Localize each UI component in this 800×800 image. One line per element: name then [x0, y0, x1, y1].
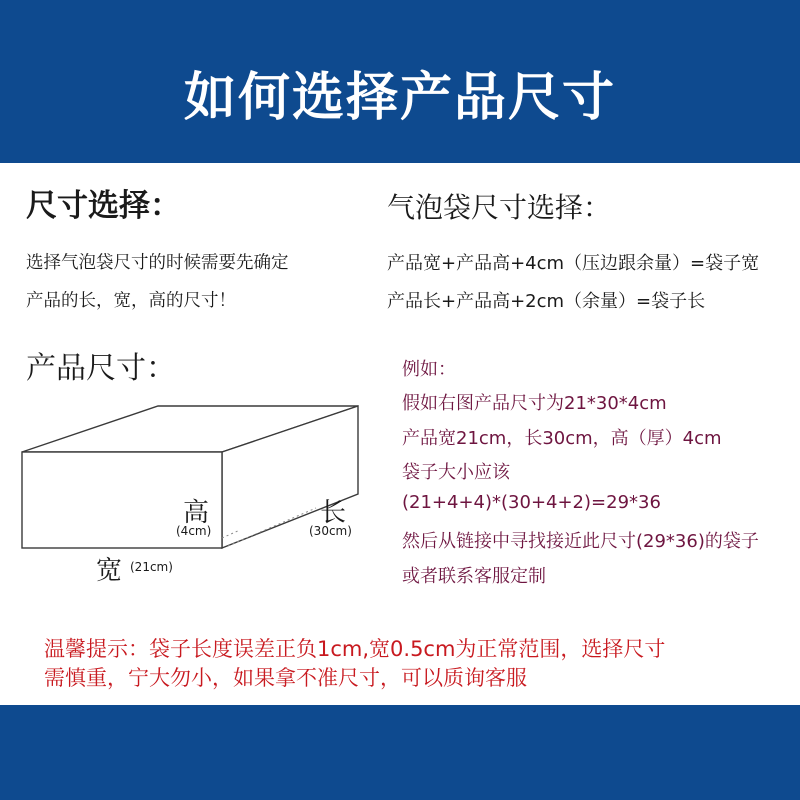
formula-width: 产品宽+产品高+4cm（压边跟余量）=袋子宽: [387, 253, 760, 274]
height-label: 高: [183, 498, 210, 528]
example-line-1: 例如：: [402, 359, 456, 380]
footer-band: [0, 705, 800, 800]
tip-line-1: 温馨提示：袋子长度误差正负1cm,宽0.5cm为正常范围，选择尺寸: [44, 637, 666, 661]
example-line-5: (21+4+4)*(30+4+2)=29*36: [402, 492, 661, 513]
size-selection-heading: 尺寸选择：: [26, 188, 181, 224]
intro-line-1: 选择气泡袋尺寸的时候需要先确定: [26, 253, 289, 273]
width-label: 宽: [96, 556, 123, 586]
width-value: (21cm): [130, 560, 173, 574]
length-label: 长: [320, 498, 347, 528]
tip-line-2: 需慎重，宁大勿小，如果拿不准尺寸，可以质询客服: [44, 666, 527, 690]
bag-size-heading: 气泡袋尺寸选择：: [387, 191, 612, 224]
example-line-4: 袋子大小应该: [402, 462, 510, 483]
height-value: (4cm): [176, 524, 212, 538]
example-line-6: 然后从链接中寻找接近此尺寸(29*36)的袋子: [402, 531, 759, 552]
example-line-3: 产品宽21cm，长30cm，高（厚）4cm: [402, 428, 722, 449]
page-title: 如何选择产品尺寸: [183, 68, 616, 128]
intro-line-2: 产品的长，宽，高的尺寸！: [26, 291, 236, 311]
length-value: (30cm): [309, 524, 352, 538]
product-size-heading: 产品尺寸：: [26, 351, 176, 386]
example-line-2: 假如右图产品尺寸为21*30*4cm: [402, 393, 667, 414]
formula-length: 产品长+产品高+2cm（余量）=袋子长: [387, 291, 706, 312]
example-line-7: 或者联系客服定制: [402, 566, 546, 587]
